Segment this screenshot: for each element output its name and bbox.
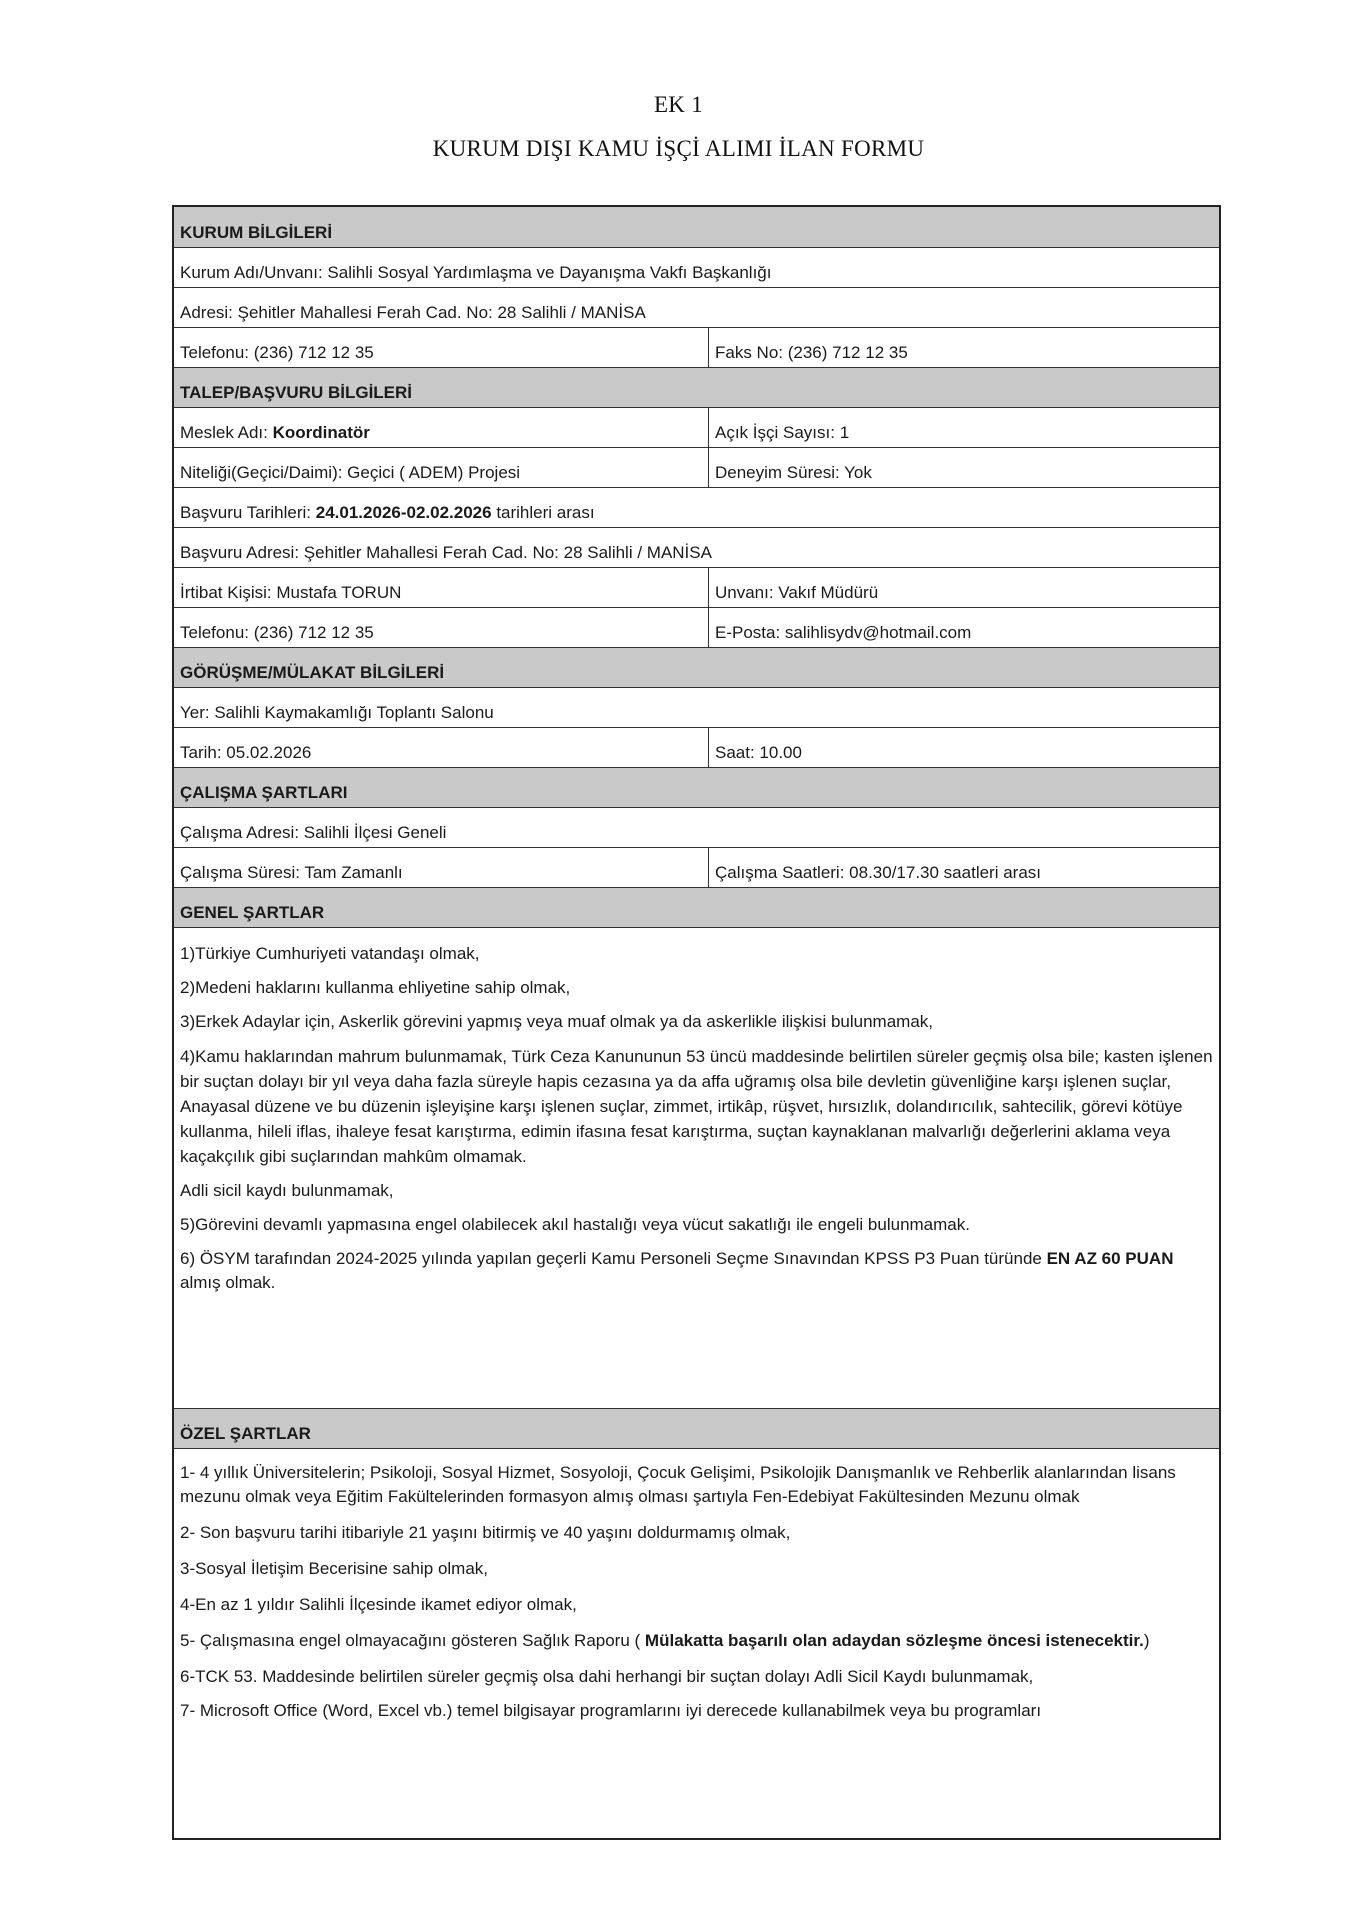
kurum-telefon-row — [174, 327, 1219, 367]
basvuru-tarih-value: 24.01.2026-02.02.2026 — [315, 503, 492, 522]
nitelik: Niteliği(Geçici/Daimi): Geçici ( ADEM) Projesi — [174, 448, 709, 487]
ozel-sart-4: 4-En az 1 yıldır Salihli İlçesinde ikamet ediyor olmak, — [180, 1595, 577, 1614]
genel-sartlar-row — [174, 927, 1219, 1408]
ozel-sart-7: 7- Microsoft Office (Word, Excel vb.) temel bilgisayar programlarını iyi derecede kullanabilmek veya bu programları — [180, 1701, 1042, 1720]
genel-sart-1: 1)Türkiye Cumhuriyeti vatandaşı olmak, — [180, 944, 480, 963]
basvuru-tarih-label: Başvuru Tarihleri: — [180, 503, 312, 522]
ozel-sart-3: 3-Sosyal İletişim Becerisine sahip olmak, — [180, 1559, 489, 1578]
section-ozel — [174, 1408, 1219, 1448]
basvuru-tarih-row — [174, 487, 1219, 527]
calisma-suresi: Çalışma Süresi: Tam Zamanlı — [174, 848, 709, 887]
genel-sartlar-list — [174, 928, 1219, 1408]
genel-sart-6 — [180, 1247, 1213, 1295]
ozel-sartlar-row — [174, 1448, 1219, 1838]
kurum-faks: Faks No: (236) 712 12 35 — [715, 343, 908, 362]
ozel-sart-6: 6-TCK 53. Maddesinde belirtilen süreler geçmiş olsa dahi herhangi bir suçtan dolayı Adli Sicil Kaydı bulunmamak, — [180, 1667, 1034, 1686]
kurum-telefon: Telefonu: (236) 712 12 35 — [174, 328, 709, 367]
ozel-sart-5-end: ) — [1143, 1631, 1150, 1650]
section-kurum-label: KURUM BİLGİLERİ — [180, 223, 333, 242]
section-gorusme — [174, 647, 1219, 687]
section-gorusme-label: GÖRÜŞME/MÜLAKAT BİLGİLERİ — [180, 663, 445, 682]
gorusme-tarih: Tarih: 05.02.2026 — [174, 728, 709, 767]
gorusme-yer: Yer: Salihli Kaymakamlığı Toplantı Salonu — [180, 703, 494, 722]
calisma-saatleri: Çalışma Saatleri: 08.30/17.30 saatleri arası — [715, 863, 1042, 882]
gorusme-yer-row — [174, 687, 1219, 727]
annex-label: EK 1 — [653, 92, 704, 117]
meslek-value: Koordinatör — [272, 423, 370, 442]
calisma-sure-row — [174, 847, 1219, 887]
irtibat-row — [174, 567, 1219, 607]
section-ozel-label: ÖZEL ŞARTLAR — [180, 1424, 311, 1443]
announcement-form — [172, 205, 1221, 1840]
genel-sart-6-text: 6) ÖSYM tarafından 2024-2025 yılında yapılan geçerli Kamu Personeli Seçme Sınavından KPSS P3 Puan türünde — [180, 1249, 1047, 1268]
meslek-row — [174, 407, 1219, 447]
basvuru-adresi: Başvuru Adresi: Şehitler Mahallesi Ferah Cad. No: 28 Salihli / MANİSA — [180, 543, 712, 562]
irtibat-telefon: Telefonu: (236) 712 12 35 — [174, 608, 709, 647]
calisma-adres-row — [174, 807, 1219, 847]
basvuru-adres-row — [174, 527, 1219, 567]
acik-isci-sayisi: Açık İşçi Sayısı: 1 — [715, 423, 850, 442]
nitelik-row — [174, 447, 1219, 487]
ozel-sart-1: 1- 4 yıllık Üniversitelerin; Psikoloji, Sosyal Hizmet, Sosyoloji, Çocuk Gelişimi, Psikolojik Danışmanlık ve Rehberlik alanlarından lisans mezunu olmak veya Eğitim Fakültelerinden formasyon almış olması şartıyla Fen-Edebiyat Fakültesinden Mezunu olmak — [180, 1463, 1176, 1506]
section-talep-label: TALEP/BAŞVURU BİLGİLERİ — [180, 383, 413, 402]
genel-sart-6-bold: EN AZ 60 PUAN — [1046, 1249, 1174, 1268]
genel-sart-5: 5)Görevini devamlı yapmasına engel olabilecek akıl hastalığı veya vücut sakatlığı ile engeli bulunmamak. — [180, 1215, 970, 1234]
kurum-adres-row — [174, 287, 1219, 327]
section-genel-label: GENEL ŞARTLAR — [180, 903, 325, 922]
section-talep — [174, 367, 1219, 407]
gorusme-tarih-row — [174, 727, 1219, 767]
unvan: Unvanı: Vakıf Müdürü — [715, 583, 879, 602]
basvuru-tarih-suffix: tarihleri arası — [491, 503, 595, 522]
meslek-label: Meslek Adı: — [180, 423, 268, 442]
form-title: KURUM DIŞI KAMU İŞÇİ ALIMI İLAN FORMU — [432, 136, 925, 161]
gorusme-saat: Saat: 10.00 — [715, 743, 802, 762]
genel-sart-6-end: almış olmak. — [180, 1273, 276, 1292]
calisma-adresi: Çalışma Adresi: Salihli İlçesi Geneli — [180, 823, 447, 842]
deneyim-suresi: Deneyim Süresi: Yok — [715, 463, 872, 482]
section-kurum — [174, 207, 1219, 247]
genel-sart-4b: Adli sicil kaydı bulunmamak, — [180, 1181, 394, 1200]
ozel-sartlar-list — [174, 1449, 1219, 1838]
basvuru-tarihleri — [174, 488, 1219, 527]
genel-sart-2: 2)Medeni haklarını kullanma ehliyetine sahip olmak, — [180, 978, 571, 997]
genel-sart-3: 3)Erkek Adaylar için, Askerlik görevini yapmış veya muaf olmak ya da askerlikle ilişkisi bulunmamak, — [180, 1012, 934, 1031]
kurum-adi: Kurum Adı/Unvanı: Salihli Sosyal Yardımlaşma ve Dayanışma Vakfı Başkanlığı — [180, 263, 772, 282]
genel-sart-4: 4)Kamu haklarından mahrum bulunmamak, Türk Ceza Kanununun 53 üncü maddesinde belirtilen süreler geçmiş olsa bile; kasten işlenen bir suçtan dolayı bir yıl veya daha fazla süreyle hapis cezasına ya da affa uğramış olsa bile devletin güvenliğine karşı işlenen suçlar, Anayasal düzene ve bu düzenin işleyişine karşı işlenen suçlar, zimmet, irtikâp, rüşvet, hırsızlık, dolandırıcılık, sahtecilik, görevi kötüye kullanma, hileli iflas, ihaleye fesat karıştırma, edimin ifasına fesat karıştırma, suçtan kaynaklanan malvarlığı değerlerini aklama veya kaçakçılık gibi suçlarından mahkûm olmamak. — [180, 1047, 1213, 1166]
ozel-sart-5-text: 5- Çalışmasına engel olmayacağını gösteren Sağlık Raporu ( — [180, 1631, 645, 1650]
ozel-sart-5-bold: Mülakatta başarılı olan adaydan sözleşme öncesi istenecektir. — [644, 1631, 1144, 1650]
kurum-adres: Adresi: Şehitler Mahallesi Ferah Cad. No: 28 Salihli / MANİSA — [180, 303, 646, 322]
ozel-sart-2: 2- Son başvuru tarihi itibariyle 21 yaşını bitirmiş ve 40 yaşını doldurmamış olmak, — [180, 1523, 791, 1542]
ozel-sart-5 — [180, 1629, 1213, 1653]
section-genel — [174, 887, 1219, 927]
eposta: E-Posta: salihlisydv@hotmail.com — [715, 623, 972, 642]
meslek-adi — [174, 408, 709, 447]
kurum-adi-row — [174, 247, 1219, 287]
iletisim-row — [174, 607, 1219, 647]
irtibat-kisisi: İrtibat Kişisi: Mustafa TORUN — [174, 568, 709, 607]
section-calisma — [174, 767, 1219, 807]
section-calisma-label: ÇALIŞMA ŞARTLARI — [180, 783, 348, 802]
